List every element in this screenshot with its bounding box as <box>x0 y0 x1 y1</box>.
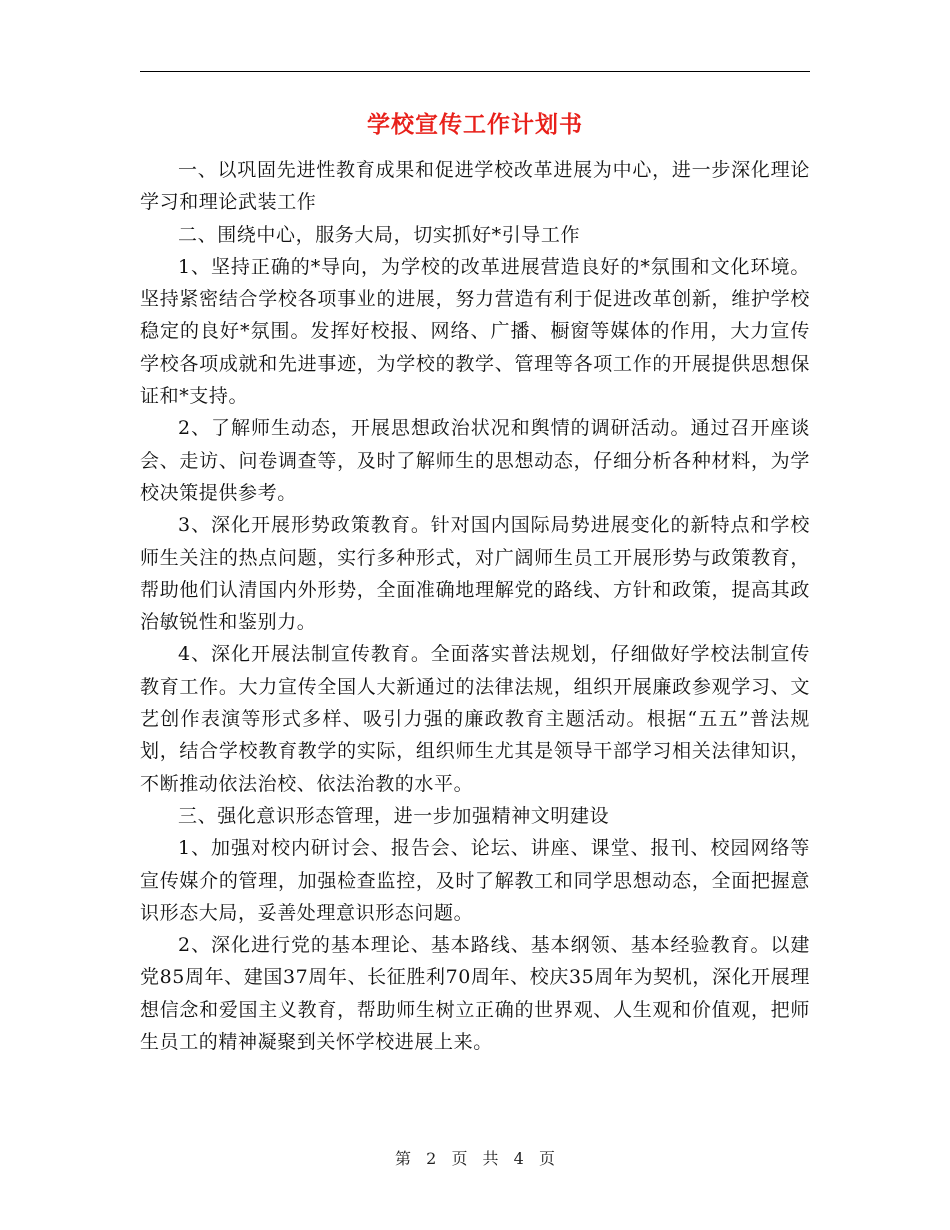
footer-total-pages: 4 <box>513 1149 524 1168</box>
paragraph-item-3-1: 1、加强对校内研讨会、报告会、论坛、讲座、课堂、报刊、校园网络等宣传媒介的管理，加强检查监控，及时了解教工和同学思想动态，全面把握意识形态大局，妥善处理意识形态问题。 <box>140 837 810 924</box>
paragraph-item-3-2: 2、深化进行党的基本理论、基本路线、基本纲领、基本经验教育。以建党85周年、建国37周年、长征胜利70周年、校庆35周年为契机，深化开展理想信念和爱国主义教育，帮助师生树立正确的世界观、人生观和价值观，把师生员工的精神凝聚到关怀学校进展上来。 <box>140 934 810 1054</box>
document-title: 学校宣传工作计划书 <box>367 111 583 138</box>
footer-suffix: 页 <box>538 1149 555 1168</box>
footer-page-word: 页 <box>451 1149 468 1168</box>
paragraph-section-2: 二、围绕中心，服务大局，切实抓好*引导工作 <box>178 223 581 246</box>
paragraph-item-2-1: 1、坚持正确的*导向，为学校的改革进展营造良好的*氛围和文化环境。坚持紧密结合学校各项事业的进展，努力营造有利于促进改革创新，维护学校稳定的良好*氛围。发挥好校报、网络、广播、橱窗等媒体的作用，大力宣传学校各项成就和先进事迹，为学校的教学、管理等各项工作的开展提供思想保证和*支持。 <box>140 255 810 408</box>
paragraph-item-2-2: 2、了解师生动态，开展思想政治状况和舆情的调研活动。通过召开座谈会、走访、问卷调查等，及时了解师生的思想动态，仔细分析各种材料，为学校决策提供参考。 <box>140 417 810 504</box>
footer-current-page: 2 <box>426 1149 437 1168</box>
document-body <box>140 154 810 1058</box>
paragraph-item-2-4: 4、深化开展法制宣传教育。全面落实普法规划，仔细做好学校法制宣传教育工作。大力宣传全国人大新通过的法律法规，组织开展廉政参观学习、文艺创作表演等形式多样、吸引力强的廉政教育主题活动。根据“五五”普法规划，结合学校教育教学的实际，组织师生尤其是领导干部学习相关法律知识，不断推动依法治校、依法治教的水平。 <box>140 643 810 795</box>
paragraph-item-2-3: 3、深化开展形势政策教育。针对国内国际局势进展变化的新特点和学校师生关注的热点问题，实行多种形式，对广阔师生员工开展形势与政策教育，帮助他们认清国内外形势，全面准确地理解党的路线、方针和政策，提高其政治敏锐性和鉴别力。 <box>140 514 810 634</box>
header-rule <box>140 71 810 72</box>
page-number-footer <box>0 1148 950 1170</box>
paragraph-section-3: 三、强化意识形态管理，进一步加强精神文明建设 <box>178 804 610 827</box>
footer-total-word: 共 <box>482 1149 499 1168</box>
paragraph-section-1: 一、以巩固先进性教育成果和促进学校改革进展为中心，进一步深化理论学习和理论武装工作 <box>140 159 810 214</box>
footer-prefix: 第 <box>395 1149 412 1168</box>
